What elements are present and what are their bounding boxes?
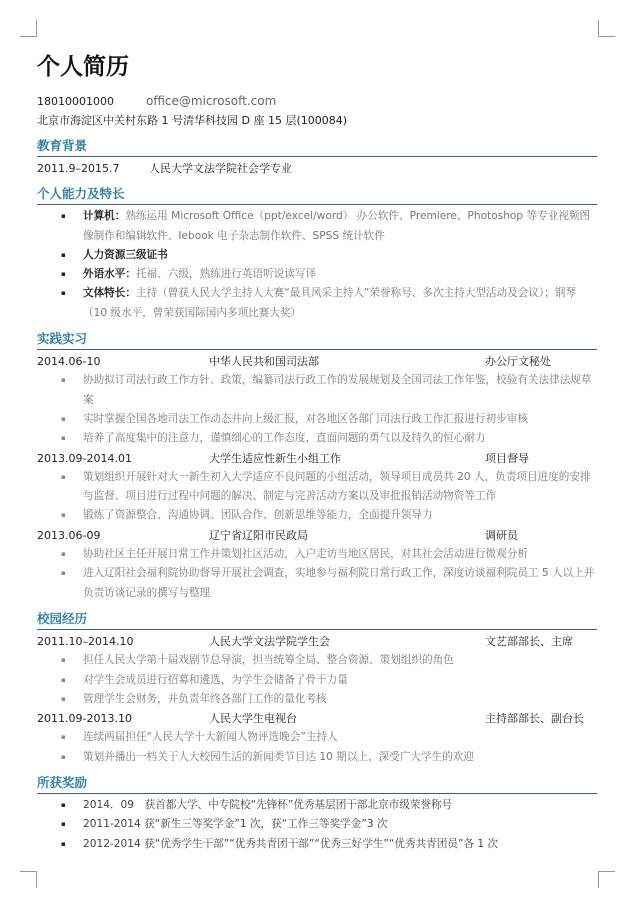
section-heading: 个人能力及特长	[37, 184, 597, 205]
list-item: ▪ 担任人民大学第十届戏剧节总导演，担当统筹全局、整合资源、策划组织的角色	[37, 651, 597, 670]
resume-page	[37, 50, 597, 854]
awards-list	[37, 796, 597, 854]
skill-label: 外语水平：	[83, 268, 136, 281]
entry-bullets	[37, 468, 597, 526]
entry-org: 中华人民共和国司法部	[209, 355, 319, 369]
entry-bullets	[37, 545, 597, 603]
list-item	[37, 265, 597, 284]
section-heading: 所获奖励	[37, 773, 597, 794]
skill-text: 主持（曾获人民大学主持人大赛“最具风采主持人”荣誉称号、多次主持大型活动及会议）；钢琴（10 级水平，曾荣获国际国内多项比赛大奖）	[83, 287, 576, 319]
entry-date: 2011.9–2015.7	[37, 162, 120, 175]
section-campus	[37, 609, 597, 767]
section-skills	[37, 184, 597, 323]
section-awards	[37, 773, 597, 854]
entry-org: 人民大学文法学院社会学专业	[149, 162, 292, 175]
entry-date: 2014.06-10	[37, 355, 101, 369]
entry-header	[37, 449, 597, 468]
entry-bullets	[37, 371, 597, 448]
education-entry	[37, 159, 597, 178]
entry-role: 文艺部部长、主席	[485, 634, 573, 648]
entry-role: 项目督导	[485, 451, 529, 465]
skill-label: 计算机：	[83, 210, 126, 223]
entry-date: 2013.06-09	[37, 528, 101, 542]
skill-text: 托福、六级，熟练进行英语听说读写译	[135, 268, 317, 281]
list-item: ▪ 培养了高度集中的注意力，谨慎细心的工作态度，直面问题的勇气以及持久的恒心耐力	[37, 429, 597, 448]
entry-header	[37, 526, 597, 545]
entry-role: 办公厅文秘处	[485, 355, 551, 369]
skill-text: 熟练运用 Microsoft Office（ppt/excel/word） 办公软件、Premiere、Photoshop 等专业视频图像制作和编辑软件、Iebook 电子杂志制作软件、SPSS 统计软件	[83, 210, 591, 242]
crop-mark	[598, 871, 615, 888]
address: 北京市海淀区中关村东路 1 号清华科技园 D 座 15 层(100084)	[37, 114, 348, 127]
list-item: ▪ 策划并播出一档关于人大校园生活的新闻类节目达 10 期以上，深受广大学生的欢迎	[37, 748, 597, 767]
skills-list	[37, 207, 597, 323]
section-education	[37, 136, 597, 178]
list-item	[37, 246, 597, 265]
entry-role: 调研员	[485, 528, 518, 542]
list-item	[37, 207, 597, 246]
entry-bullets	[37, 651, 597, 709]
list-item: ▪ 连续两届担任“人民大学十大新闻人物评选晚会”主持人	[37, 728, 597, 747]
list-item: ▪ 锻炼了资源整合、沟通协调、团队合作、创新思维等能力，全面提升领导力	[37, 506, 597, 525]
entry-bullets	[37, 728, 597, 767]
list-item: ▪ 2012-2014 获“优秀学生干部”“优秀共青团干部”“优秀三好学生”“优秀共青团员”各 1 次	[37, 835, 597, 854]
contact-info	[37, 92, 597, 130]
skill-label: 文体特长：	[83, 287, 136, 300]
section-heading: 校园经历	[37, 609, 597, 630]
entry-date: 2011.09-2013.10	[37, 712, 132, 726]
section-heading: 实践实习	[37, 329, 597, 350]
entry-date: 2011.10–2014.10	[37, 634, 134, 648]
section-internship	[37, 329, 597, 603]
list-item: ▪ 协助拟订司法行政工作方针、政策，编纂司法行政工作的发展规划及全国司法工作年鉴，校验有关法律法规草案	[37, 371, 597, 410]
list-item: ▪ 对学生会成员进行招募和遴选，为学生会储备了骨干力量	[37, 671, 597, 690]
list-item: ▪ 进入辽阳社会福利院协助督导开展社会调查，实地参与福利院日常行政工作，深度访谈福利院员工 5 人以上并负责访谈记录的撰写与整理	[37, 564, 597, 603]
entry-org: 人民大学文法学院学生会	[209, 634, 330, 648]
email: office@microsoft.com	[145, 94, 277, 108]
page-title: 个人简历	[37, 54, 129, 80]
list-item: ▪ 实时掌握全国各地司法工作动态并向上级汇报，对各地区各部门司法行政工作汇报进行初步审核	[37, 410, 597, 429]
entry-header	[37, 352, 597, 371]
section-heading: 教育背景	[37, 136, 597, 157]
entry-date: 2013.09-2014.01	[37, 451, 132, 465]
skill-label: 人力资源三级证书	[83, 248, 168, 261]
phone: 18010001000	[37, 95, 114, 108]
crop-mark	[598, 20, 615, 37]
entry-header	[37, 709, 597, 728]
list-item	[37, 284, 597, 323]
entry-org: 人民大学生电视台	[209, 712, 297, 726]
entry-org: 辽宁省辽阳市民政局	[209, 528, 308, 542]
crop-mark	[20, 871, 37, 888]
entry-header	[37, 632, 597, 651]
entry-role: 主持部部长、副台长	[485, 712, 584, 726]
list-item: ▪ 策划组织开展针对大一新生初入大学适应不良问题的小组活动，领导项目成员共 20 人，负责项目进度的安排与监督、项目进行过程中问题的解决、制定与完善活动方案以及审批报销活动物资等工作	[37, 468, 597, 507]
crop-mark	[20, 20, 37, 37]
entry-org: 大学生适应性新生小组工作	[209, 451, 341, 465]
list-item: ▪ 协助社区主任开展日常工作并策划社区活动，入户走访当地区居民，对其社会活动进行微观分析	[37, 545, 597, 564]
list-item: ▪ 2014．09 获首都大学、中专院校“先锋杯”优秀基层团干部北京市级荣誉称号	[37, 796, 597, 815]
list-item: ▪ 管理学生会财务，并负责年终各部门工作的量化考核	[37, 690, 597, 709]
list-item: ▪ 2011-2014 获“新生三等奖学金”1 次，获“工作三等奖学金”3 次	[37, 815, 597, 834]
